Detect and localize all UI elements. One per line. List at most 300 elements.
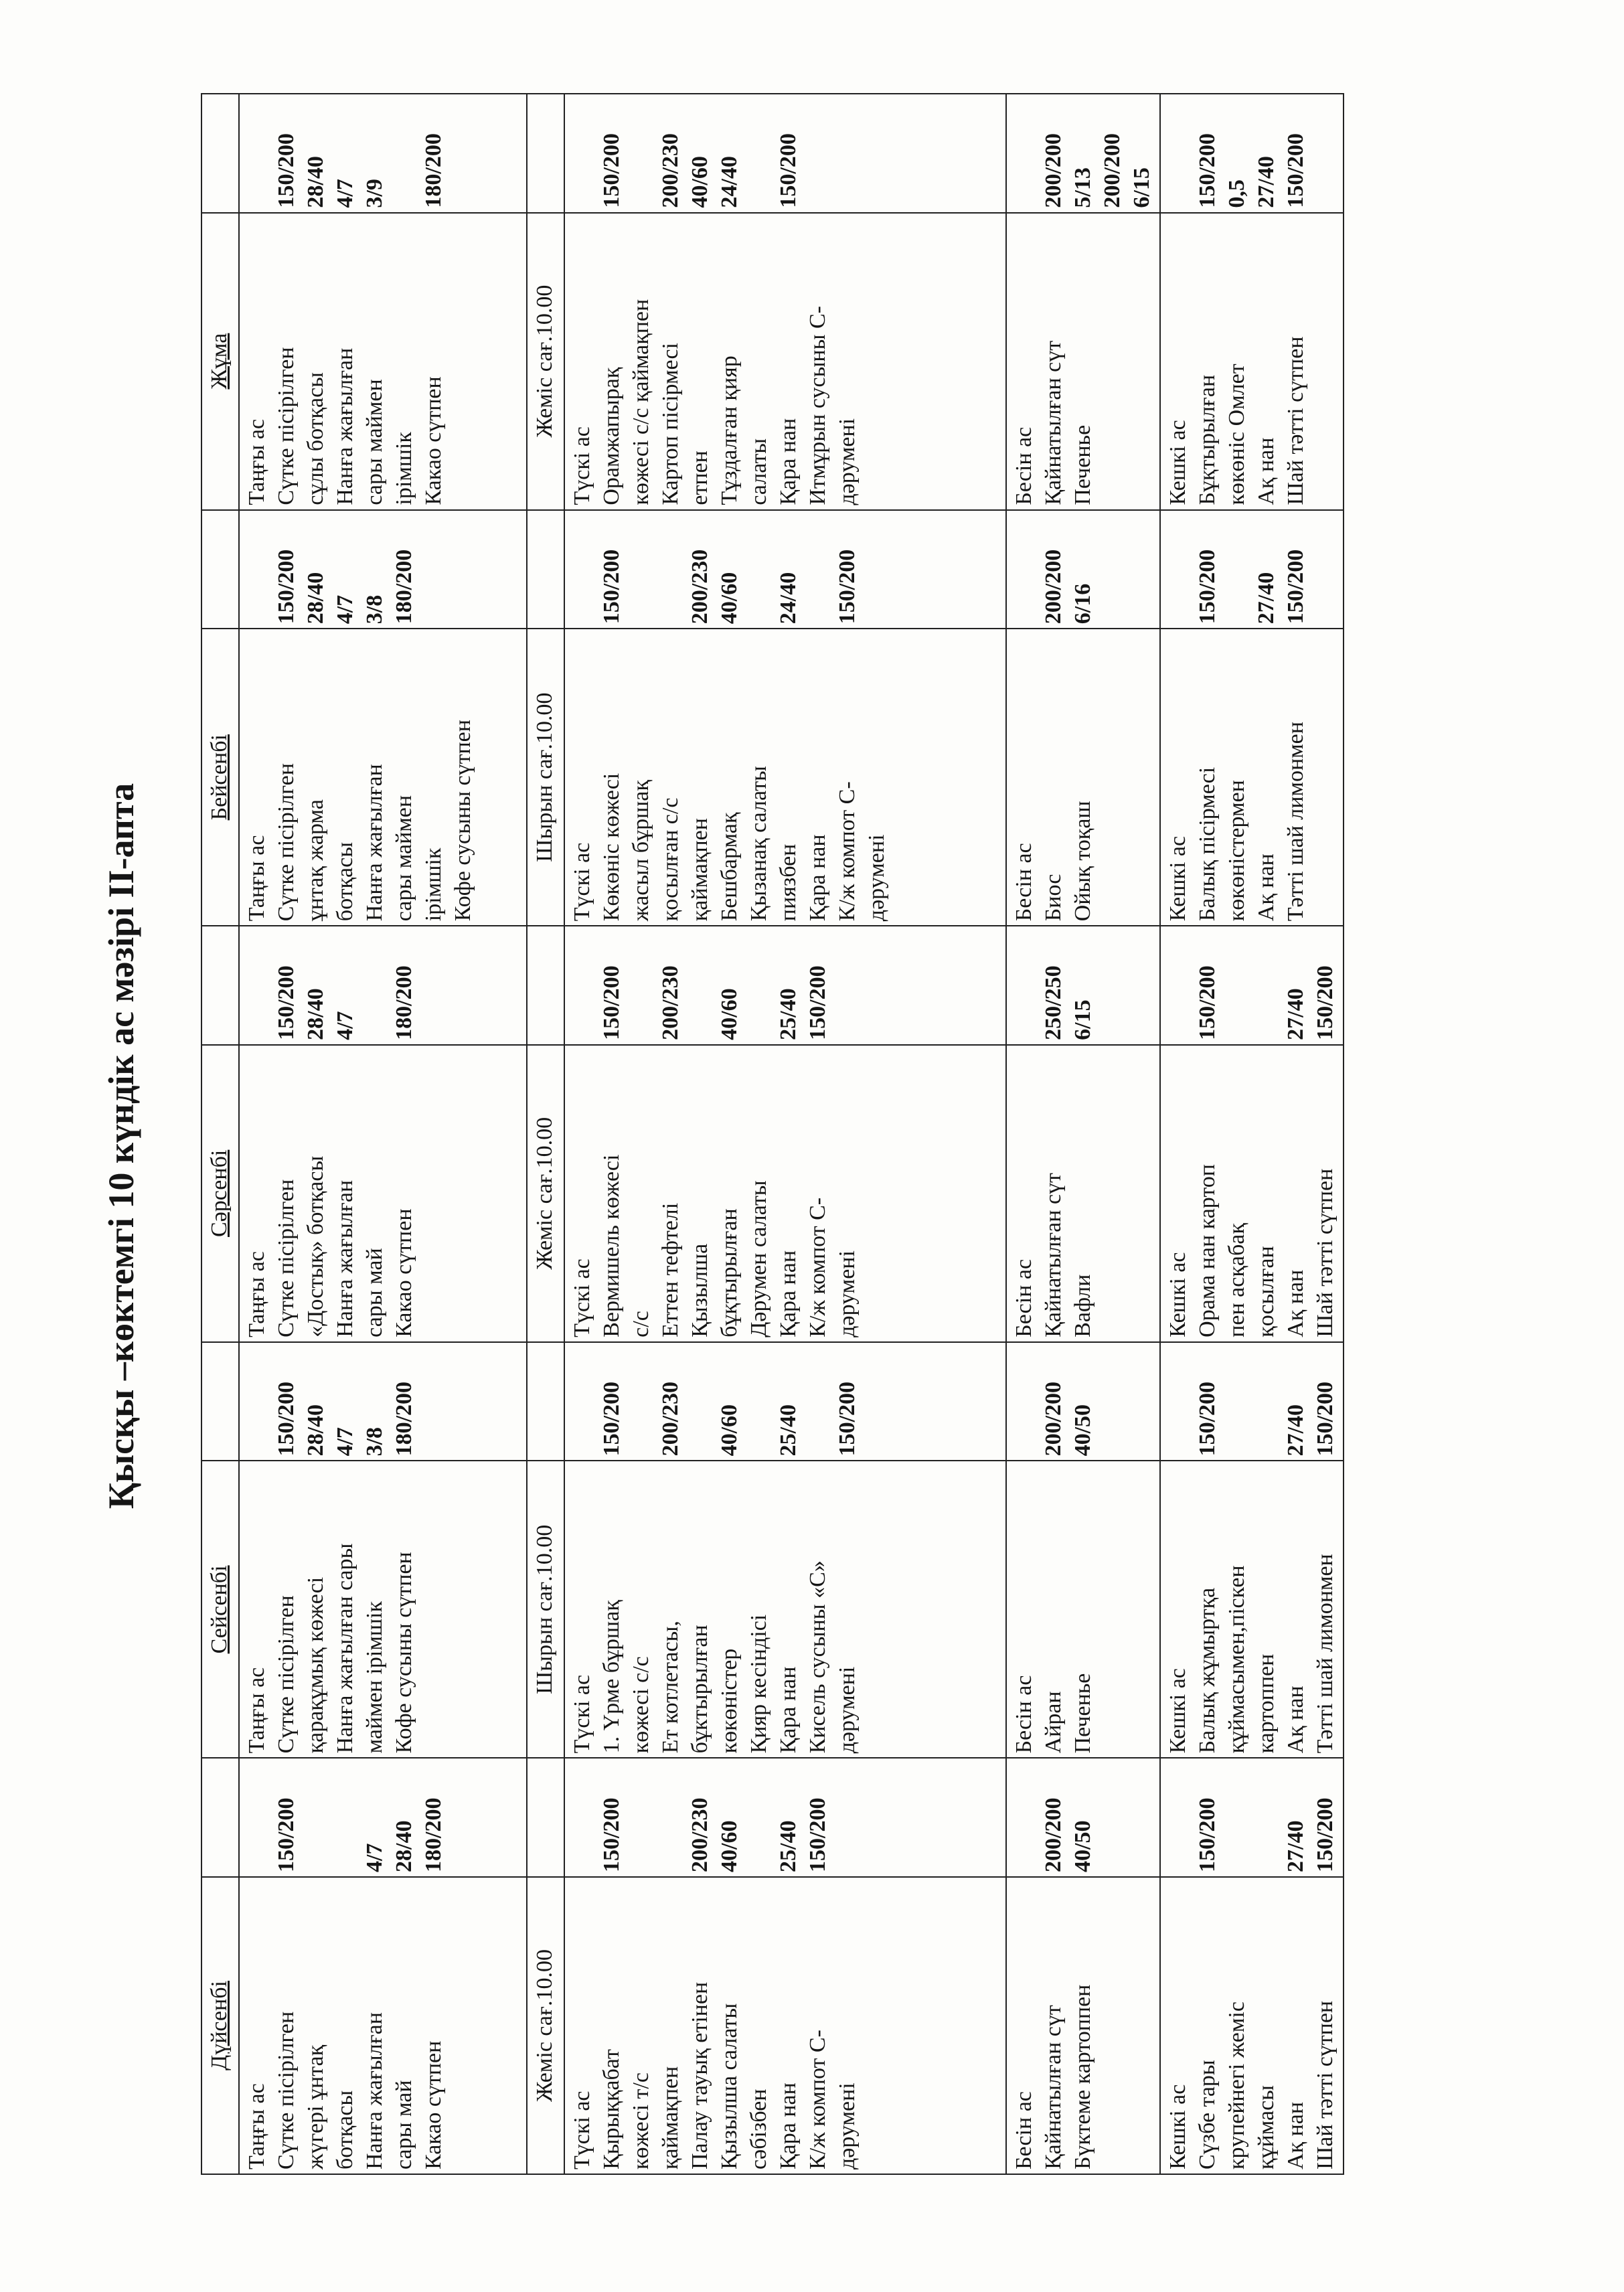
portion-amount: 28/40 xyxy=(303,572,328,625)
breakfast-row xyxy=(239,94,527,2174)
portion-amount xyxy=(568,1763,597,1872)
breakfast-amounts-cell xyxy=(239,1758,527,1877)
portion-amount: 3/9 xyxy=(362,179,387,208)
dish-line: Сүтке пісірілген xyxy=(274,347,299,505)
dish-line: дәрумені xyxy=(835,2082,860,2170)
portion-amount: 6/15 xyxy=(1070,999,1095,1040)
dish-line: Палау тауық етінен xyxy=(687,1981,712,2170)
dish-line: Қара нан xyxy=(776,2082,801,2170)
dish-line: Вафли xyxy=(1070,1274,1095,1337)
dish-line: Тәтті шай лимонмен xyxy=(1283,722,1308,922)
portion-amount: 4/7 xyxy=(333,594,357,625)
portion-amount: 150/200 xyxy=(1313,1381,1337,1457)
dish-line: Сүзбе тары xyxy=(1195,2060,1220,2170)
portion-amount: 0,5 xyxy=(1224,179,1249,208)
lunch-dishes-cell xyxy=(564,1045,1006,1342)
portion-amount: 200/200 xyxy=(1041,1797,1066,1872)
portion-amount xyxy=(627,930,656,1040)
snack-cell: Жеміс сағ.10.00 xyxy=(527,213,564,510)
portion-amount xyxy=(627,1347,656,1457)
dish-line: Сүтке пісірілген xyxy=(274,1595,299,1754)
dish-line: Қара нан xyxy=(776,1250,801,1337)
dish-line: Қызанақ салаты xyxy=(746,766,771,922)
afternoon-amounts-cell xyxy=(1006,1758,1160,1877)
portion-amount xyxy=(568,1347,597,1457)
day-header-row xyxy=(201,94,239,2174)
dish-line: Таңғы ас xyxy=(244,1667,269,1754)
portion-amount: 200/230 xyxy=(658,965,683,1040)
portion-amount: 150/200 xyxy=(1313,965,1337,1040)
dish-line: Бесін ас xyxy=(1011,843,1036,922)
dish-line: ірімшік xyxy=(421,847,446,922)
dish-line: сәбізбен xyxy=(746,2089,771,2170)
dish-line: қосылған с/с xyxy=(658,797,683,922)
dish-line: Бешбармақ xyxy=(717,812,742,922)
dish-line: Бүктеме картоппен xyxy=(1070,1984,1095,2170)
dish-line: Печенье xyxy=(1070,424,1095,505)
snack-cell: Жеміс сағ.10.00 xyxy=(527,1045,564,1342)
dish-line: Нанға жағылған сары xyxy=(333,1543,357,1754)
dish-line: Сүтке пісірілген xyxy=(274,763,299,922)
portion-amount xyxy=(1009,1347,1039,1457)
dish-line: Балық жұмыртқа xyxy=(1195,1587,1220,1754)
lunch-amounts-cell xyxy=(564,926,1006,1045)
portion-amount: 150/200 xyxy=(274,1797,299,1872)
portion-amount: 200/200 xyxy=(1041,133,1066,208)
dinner-amounts-cell xyxy=(1160,94,1344,213)
portion-amount xyxy=(744,98,774,208)
portion-amount xyxy=(1222,1763,1252,1872)
portion-amount: 40/50 xyxy=(1070,1404,1095,1457)
day-header-friday: Жұма xyxy=(201,213,239,510)
portion-amount: 200/200 xyxy=(1041,1381,1066,1457)
dish-line: Қайнатылған сүт xyxy=(1041,1173,1066,1337)
portion-amount xyxy=(627,98,656,208)
dish-line: сұлы ботқасы xyxy=(303,372,328,505)
dish-line: Нанға жағылған xyxy=(362,764,387,922)
dinner-amounts-cell xyxy=(1160,1758,1344,1877)
dish-line: етпен xyxy=(687,451,712,505)
dinner-dishes-cell xyxy=(1160,1045,1344,1342)
portion-amount: 4/7 xyxy=(333,1426,357,1457)
dish-line: Кешкі ас xyxy=(1165,2084,1190,2170)
dish-line: жасыл бұршақ xyxy=(629,780,653,922)
lunch-amounts-cell xyxy=(564,94,1006,213)
dinner-amounts-cell xyxy=(1160,1342,1344,1461)
dinner-dishes-cell xyxy=(1160,1461,1344,1758)
dish-line: Кешкі ас xyxy=(1165,835,1190,922)
dish-line: Кофе сусыны сүтпен xyxy=(392,1552,416,1754)
dish-line: картоппен xyxy=(1254,1653,1279,1754)
portion-amount xyxy=(744,515,774,625)
portion-amount xyxy=(744,930,774,1040)
portion-amount: 150/200 xyxy=(835,1381,860,1457)
dish-line: Сүтке пісірілген xyxy=(274,2011,299,2170)
portion-amount xyxy=(627,1763,656,1872)
portion-amount xyxy=(242,98,272,208)
portion-amount: 27/40 xyxy=(1283,1404,1308,1457)
dish-line: Вермишель көжесі xyxy=(599,1154,624,1337)
portion-amount: 6/15 xyxy=(1129,167,1154,208)
dish-line: жүгері ұнтақ xyxy=(303,2044,328,2170)
portion-amount xyxy=(1222,930,1252,1040)
dish-line: Түскі ас xyxy=(570,2091,594,2170)
portion-amount: 200/200 xyxy=(1100,133,1125,208)
afternoon-dishes-cell xyxy=(1006,1045,1160,1342)
dish-line: Бұқтырылған xyxy=(1195,374,1220,505)
dish-line: құймасымен,піскен xyxy=(1224,1565,1249,1754)
portion-amount xyxy=(242,930,272,1040)
portion-amount: 27/40 xyxy=(1254,572,1279,625)
dish-line: Шай тәтті сүтпен xyxy=(1313,1168,1337,1337)
dish-line: Тұздалған қияр xyxy=(717,355,742,505)
portion-amount: 150/200 xyxy=(835,549,860,625)
dish-line: дәрумені xyxy=(835,1666,860,1754)
dish-line: пен асқабақ xyxy=(1224,1223,1249,1337)
portion-amount xyxy=(744,1763,774,1872)
dish-line: ботқасы xyxy=(333,841,357,922)
dish-line: Таңғы ас xyxy=(244,418,269,505)
portion-amount: 25/40 xyxy=(776,1404,801,1457)
portion-amount xyxy=(1009,515,1039,625)
dish-line: көкөністермен xyxy=(1224,780,1249,922)
dish-line: Нанға жағылған xyxy=(362,2012,387,2170)
dish-line: Ақ нан xyxy=(1283,1269,1308,1337)
afternoon-dishes-cell xyxy=(1006,213,1160,510)
dish-line: Түскі ас xyxy=(570,842,594,922)
portion-amount: 150/200 xyxy=(805,1797,830,1872)
dish-line: К/ж компот С- xyxy=(805,2030,830,2170)
portion-amount xyxy=(1222,515,1252,625)
portion-amount: 200/230 xyxy=(687,1797,712,1872)
dinner-amounts-cell xyxy=(1160,510,1344,629)
portion-amount: 150/200 xyxy=(274,133,299,208)
lunch-dishes-cell xyxy=(564,213,1006,510)
dish-line: Ақ нан xyxy=(1254,437,1279,505)
dish-line: крупейнегі жеміс xyxy=(1224,2001,1249,2170)
dish-line: көжесі с/с xyxy=(629,1656,653,1754)
portion-amount: 24/40 xyxy=(717,156,742,208)
dish-line: ірімшік xyxy=(392,432,416,505)
portion-amount: 150/200 xyxy=(599,1797,624,1872)
portion-amount: 150/200 xyxy=(1313,1797,1337,1872)
lunch-dishes-cell xyxy=(564,1461,1006,1758)
portion-amount xyxy=(301,1763,331,1872)
dish-line: Кисель сусыны «С» xyxy=(805,1560,830,1754)
menu-table xyxy=(201,93,1344,2175)
dish-line: дәрумені xyxy=(835,418,860,505)
dish-line: Бесін ас xyxy=(1011,2091,1036,2170)
dinner-row xyxy=(1160,94,1344,2174)
day-header-monday: Дүйсенбі xyxy=(201,1877,239,2174)
portion-amount xyxy=(656,1763,685,1872)
portion-amount: 24/40 xyxy=(776,572,801,625)
portion-amount: 28/40 xyxy=(392,1820,416,1872)
dish-line: салаты xyxy=(746,438,771,505)
dish-line: К/ж компот С- xyxy=(835,781,860,922)
portion-amount: 180/200 xyxy=(392,1381,416,1457)
dish-line: Шай тәтті сүтпен xyxy=(1313,2000,1337,2170)
dish-line: Ойық тоқаш xyxy=(1070,801,1095,922)
portion-amount: 200/230 xyxy=(658,133,683,208)
dish-line: Картоп пісірмесі xyxy=(658,342,683,505)
portion-amount xyxy=(803,1347,833,1457)
portion-amount: 200/230 xyxy=(658,1381,683,1457)
portion-amount: 150/200 xyxy=(805,965,830,1040)
dish-line: бұқтырылған xyxy=(717,1208,742,1337)
dish-line: Көкөніс көжесі xyxy=(599,772,624,922)
portion-amount xyxy=(685,930,715,1040)
dish-line: пиязбен xyxy=(776,843,801,922)
portion-amount: 150/200 xyxy=(599,1381,624,1457)
portion-amount: 27/40 xyxy=(1283,988,1308,1040)
portion-amount: 150/200 xyxy=(1195,549,1220,625)
dish-line: Ет котлетасы, xyxy=(658,1621,683,1754)
dish-line: Какао сүтпен xyxy=(392,1208,416,1337)
portion-amount: 3/8 xyxy=(362,594,387,625)
dish-line: Тәтті шай лимонмен xyxy=(1313,1554,1337,1754)
portion-amount xyxy=(390,98,419,208)
portion-amount xyxy=(627,515,656,625)
dish-line: Қырыққабат xyxy=(599,2049,624,2170)
dish-line: К/ж компот С- xyxy=(805,1197,830,1337)
portion-amount: 150/200 xyxy=(599,549,624,625)
dish-line: Сүтке пісірілген xyxy=(274,1179,299,1337)
page-title: Қысқы –көктемгі 10 күндік ас мәзірі ІІ-апта xyxy=(101,783,141,1509)
dish-line: Таңғы ас xyxy=(244,835,269,922)
snack-row xyxy=(527,94,564,2174)
portion-amount: 6/16 xyxy=(1070,583,1095,625)
dish-line: Қияр кесіндісі xyxy=(746,1614,771,1754)
day-header-thursday: Бейсенбі xyxy=(201,629,239,926)
portion-amount: 150/200 xyxy=(1195,133,1220,208)
portion-amount xyxy=(242,1347,272,1457)
portion-amount: 27/40 xyxy=(1283,1820,1308,1872)
dish-line: Айран xyxy=(1041,1691,1066,1754)
portion-amount xyxy=(1163,930,1193,1040)
portion-amount xyxy=(568,515,597,625)
portion-amount xyxy=(1009,98,1039,208)
portion-amount xyxy=(803,515,833,625)
dish-line: Бесін ас xyxy=(1011,426,1036,505)
portion-amount: 250/250 xyxy=(1041,965,1066,1040)
breakfast-dishes-cell xyxy=(239,629,527,926)
dish-line: Кешкі ас xyxy=(1165,420,1190,505)
portion-amount xyxy=(1163,1347,1193,1457)
dish-line: Шай тәтті сүтпен xyxy=(1283,336,1308,505)
portion-amount xyxy=(656,515,685,625)
portion-amount: 28/40 xyxy=(303,1404,328,1457)
portion-amount xyxy=(1252,930,1281,1040)
portion-amount: 40/60 xyxy=(717,1404,742,1457)
portion-amount: 40/50 xyxy=(1070,1820,1095,1872)
portion-amount xyxy=(1222,1347,1252,1457)
portion-amount: 150/200 xyxy=(599,133,624,208)
portion-amount: 180/200 xyxy=(392,549,416,625)
breakfast-dishes-cell xyxy=(239,1045,527,1342)
snack-cell: Шырын сағ.10.00 xyxy=(527,1461,564,1758)
dish-line: Нанға жағылған xyxy=(333,1179,357,1337)
afternoon-dishes-cell xyxy=(1006,629,1160,926)
portion-amount xyxy=(1252,1347,1281,1457)
portion-amount: 150/200 xyxy=(274,549,299,625)
portion-amount: 150/200 xyxy=(1195,1381,1220,1457)
portion-amount: 40/60 xyxy=(717,572,742,625)
portion-amount xyxy=(1009,1763,1039,1872)
dish-line: Қайнатылған сүт xyxy=(1041,2005,1066,2170)
portion-amount xyxy=(568,98,597,208)
afternoon-amounts-cell xyxy=(1006,926,1160,1045)
afternoon-snack-row xyxy=(1006,94,1160,2174)
dinner-dishes-cell xyxy=(1160,1877,1344,2174)
dish-line: сары май xyxy=(392,2080,416,2170)
dish-line: Таңғы ас xyxy=(244,1251,269,1337)
dish-line: Ақ нан xyxy=(1283,1686,1308,1754)
dish-line: қосылған xyxy=(1254,1246,1279,1337)
portion-amount xyxy=(568,930,597,1040)
breakfast-amounts-cell xyxy=(239,926,527,1045)
dish-line: дәрумені xyxy=(835,1250,860,1337)
dish-line: Түскі ас xyxy=(570,1258,594,1337)
afternoon-dishes-cell xyxy=(1006,1461,1160,1758)
portion-amount xyxy=(833,930,862,1040)
dish-line: Кешкі ас xyxy=(1165,1668,1190,1754)
portion-amount xyxy=(862,515,892,625)
portion-amount: 40/60 xyxy=(717,988,742,1040)
dish-line: ботқасы xyxy=(333,2090,357,2170)
portion-amount: 5/13 xyxy=(1070,167,1095,208)
portion-amount xyxy=(803,98,833,208)
dish-line: Таңғы ас xyxy=(244,2083,269,2170)
portion-amount xyxy=(685,1347,715,1457)
dish-line: 1. Үрме бұршақ xyxy=(599,1600,624,1754)
lunch-dishes-cell xyxy=(564,629,1006,926)
portion-amount: 150/200 xyxy=(1283,133,1308,208)
portion-amount: 180/200 xyxy=(392,965,416,1040)
portion-amount: 180/200 xyxy=(421,133,446,208)
portion-amount xyxy=(1163,1763,1193,1872)
portion-amount: 150/200 xyxy=(1283,549,1308,625)
dish-line: Еттен тефтелі xyxy=(658,1202,683,1337)
portion-amount: 200/200 xyxy=(1041,549,1066,625)
portion-amount: 150/200 xyxy=(1195,965,1220,1040)
portion-amount: 25/40 xyxy=(776,1820,801,1872)
dish-line: Какао сүтпен xyxy=(421,2040,446,2170)
portion-amount xyxy=(833,1763,862,1872)
dish-line: көкөністер xyxy=(717,1648,742,1754)
snack-cell: Шырын сағ.10.00 xyxy=(527,629,564,926)
dish-line: құймасы xyxy=(1254,2084,1279,2170)
portion-amount xyxy=(1252,1763,1281,1872)
dish-line: көжесі т/с xyxy=(629,2072,653,2170)
dish-line: көкөніс Омлет xyxy=(1224,363,1249,505)
lunch-amounts-cell xyxy=(564,1758,1006,1877)
portion-amount xyxy=(1163,98,1193,208)
portion-amount: 150/200 xyxy=(599,965,624,1040)
dish-line: маймен ірімшік xyxy=(362,1601,387,1754)
lunch-dishes-cell xyxy=(564,1877,1006,2174)
portion-amount xyxy=(360,930,390,1040)
dish-line: дәрумені xyxy=(864,834,889,922)
portion-amount xyxy=(833,98,862,208)
dish-line: қарақұмық көжесі xyxy=(303,1576,328,1754)
portion-amount: 28/40 xyxy=(303,156,328,208)
lunch-row xyxy=(564,94,1006,2174)
portion-amount: 180/200 xyxy=(421,1797,446,1872)
portion-amount: 150/200 xyxy=(1195,1797,1220,1872)
dish-line: Ақ нан xyxy=(1254,853,1279,922)
dish-line: Ақ нан xyxy=(1283,2101,1308,2170)
portion-amount xyxy=(744,1347,774,1457)
dish-line: Какао сүтпен xyxy=(421,376,446,505)
dish-line: Балық пісірмесі xyxy=(1195,766,1220,922)
dish-line: Бесін ас xyxy=(1011,1675,1036,1754)
portion-amount xyxy=(242,1763,272,1872)
breakfast-dishes-cell xyxy=(239,1461,527,1758)
portion-amount: 3/8 xyxy=(362,1426,387,1457)
dish-line: Бесін ас xyxy=(1011,1258,1036,1337)
dish-line: Орама нан картоп xyxy=(1195,1164,1220,1337)
dish-line: Печенье xyxy=(1070,1673,1095,1754)
afternoon-amounts-cell xyxy=(1006,510,1160,629)
portion-amount: 40/60 xyxy=(717,1820,742,1872)
dish-line: Қара нан xyxy=(776,1666,801,1754)
dish-line: Кешкі ас xyxy=(1165,1252,1190,1337)
dish-line: Түскі ас xyxy=(570,1674,594,1754)
dish-line: Кофе сусыны сүтпен xyxy=(451,720,475,922)
dish-line: Биос xyxy=(1041,874,1066,922)
dish-line: с/с xyxy=(629,1311,653,1337)
portion-amount: 200/230 xyxy=(687,549,712,625)
lunch-amounts-cell xyxy=(564,1342,1006,1461)
dish-line: Қызылша салаты xyxy=(717,2003,742,2170)
dish-line: Итмұрын сусыны С- xyxy=(805,306,830,505)
breakfast-dishes-cell xyxy=(239,213,527,510)
afternoon-amounts-cell xyxy=(1006,94,1160,213)
day-header-wednesday: Сәрсенбі xyxy=(201,1045,239,1342)
portion-amount xyxy=(331,1763,360,1872)
dish-line: Нанға жағылған xyxy=(333,347,357,505)
afternoon-dishes-cell xyxy=(1006,1877,1160,2174)
portion-amount xyxy=(1009,930,1039,1040)
dish-line: сары маймен xyxy=(362,379,387,505)
portion-amount: 150/200 xyxy=(274,965,299,1040)
breakfast-amounts-cell xyxy=(239,94,527,213)
portion-amount: 28/40 xyxy=(303,988,328,1040)
dish-line: ұнтақ жарма xyxy=(303,799,328,922)
breakfast-amounts-cell xyxy=(239,510,527,629)
dish-line: «Достық» ботқасы xyxy=(303,1155,328,1337)
dish-line: қаймақпен xyxy=(658,2066,683,2170)
lunch-amounts-cell xyxy=(564,510,1006,629)
portion-amount: 4/7 xyxy=(333,179,357,208)
portion-amount xyxy=(242,515,272,625)
snack-cell: Жеміс сағ.10.00 xyxy=(527,1877,564,2174)
breakfast-amounts-cell xyxy=(239,1342,527,1461)
dish-line: Қара нан xyxy=(776,418,801,505)
day-header-tuesday: Сейсенбі xyxy=(201,1461,239,1758)
dish-line: Дәрумен салаты xyxy=(746,1180,771,1337)
portion-amount: 27/40 xyxy=(1254,156,1279,208)
portion-amount: 40/60 xyxy=(687,156,712,208)
portion-amount: 4/7 xyxy=(362,1843,387,1872)
dish-line: Түскі ас xyxy=(570,426,594,505)
dish-line: Орамжапырақ xyxy=(599,367,624,505)
dinner-dishes-cell xyxy=(1160,629,1344,926)
dish-line: бұктырылған xyxy=(687,1625,712,1754)
portion-amount: 150/200 xyxy=(274,1381,299,1457)
portion-amount: 25/40 xyxy=(776,988,801,1040)
